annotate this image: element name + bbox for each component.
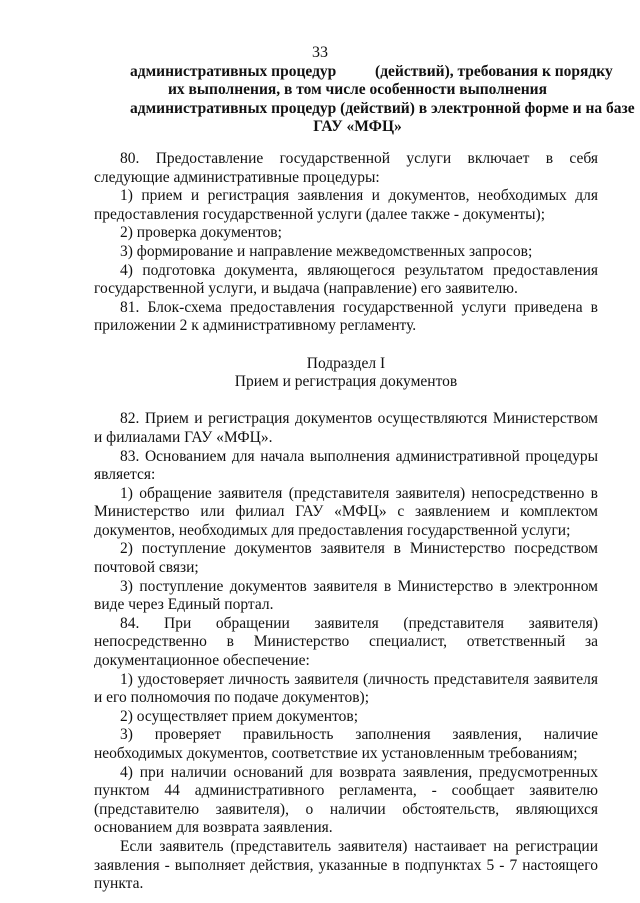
spacer [94,392,598,411]
paragraph-81: 81. Блок-схема предоставления государственной услуги приведена в приложении 2 к административному регламенту. [94,298,598,335]
list-item-80-3: 3) формирование и направление межведомственных запросов; [120,242,533,260]
spacer [94,336,598,355]
paragraph-84-note: Если заявитель (представитель заявителя) настаивает на регистрации заявления - выполняет действия, указанные в подпунктах 5 - 7 настоящего пункта. [94,837,598,893]
list-item-80-4: 4) подготовка документа, являющегося результатом предоставления государственной услуги, и выдача (направление) его заявителю. [94,261,598,298]
section-heading-line: их выполнения, в том числе особенности выполнения [168,81,547,99]
list-item-84-2: 2) осуществляет прием документов; [120,707,359,725]
paragraph-82: 82. Прием и регистрация документов осуществляются Министерством и филиалами ГАУ «МФЦ». [94,410,598,446]
list-item-83-3: 3) поступление документов заявителя в Министерство в электронном виде через Единый портал. [94,577,598,614]
list-item-84-3: 3) проверяет правильность заполнения заявления, наличие необходимых документов, соответствие их установленным требованиям; [94,726,598,762]
list-item-83-2: 2) поступление документов заявителя в Министерство посредством почтовой связи; [94,540,598,577]
subsection-subtitle: Прием и регистрация документов [234,373,458,391]
section-heading-line: административных процедур (действий), требования к порядку [130,63,613,80]
section-heading [130,63,635,137]
paragraph-83: 83. Основанием для начала выполнения административной процедуры является: [94,447,598,484]
subsection-title: Подраздел I [306,354,386,372]
section-heading-line: административных процедур (действий) в электронной форме и на базе [130,99,635,117]
page-number: 33 [312,44,328,61]
list-item-80-1: 1) прием и регистрация заявления и документов, необходимых для предоставления государственной услуги (далее также - документы); [94,187,598,223]
section-heading-line: ГАУ «МФЦ» [313,118,402,136]
paragraph-84: 84. При обращении заявителя (представителя заявителя) непосредственно в Министерство специалист, ответственный за документационное обеспечение: [94,614,598,670]
list-item-83-1: 1) обращение заявителя (представителя заявителя) непосредственно в Министерство или филиал ГАУ «МФЦ» с заявлением и комплектом документов, необходимых для предоставления государственной услуги; [94,484,598,539]
list-item-80-2: 2) проверка документов; [120,224,282,242]
list-item-84-1: 1) удостоверяет личность заявителя (личность представителя заявителя и его полномочия по подаче документов); [94,670,598,707]
list-item-84-4: 4) при наличии оснований для возврата заявления, предусмотренных пунктом 44 административного регламента, - сообщает заявителю (представителю заявителя), о наличии обстоятельств, являющихся основанием для возврата заявления. [94,763,598,837]
paragraph-80: 80. Предоставление государственной услуги включает в себя следующие административные процедуры: [94,150,598,186]
document-body [94,150,598,894]
